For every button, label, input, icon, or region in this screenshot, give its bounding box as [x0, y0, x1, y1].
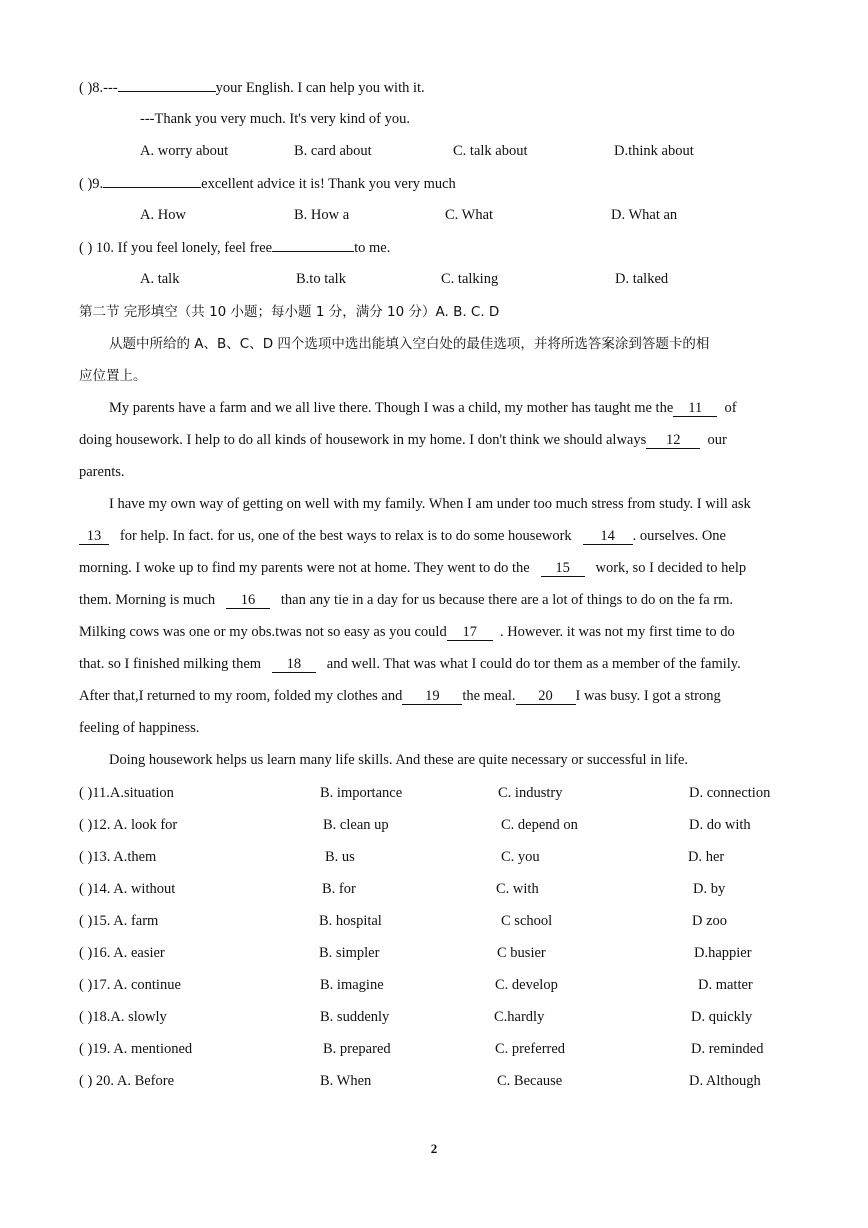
cloze-q20-c: C. Because	[497, 1073, 563, 1089]
cloze-q19: ( )19. A. mentioned	[79, 1041, 193, 1057]
section-instruction-line1: 从题中所给的 A、B、C、D 四个选项中选出能填入空白处的最佳选项，并将所选答案涂到答题卡的相	[109, 336, 710, 352]
q9-option-c: C. What	[445, 207, 494, 223]
passage-text: morning. I woke up to find my parents were not at home. They went to do the	[79, 560, 530, 576]
cloze-q14-b: B. for	[322, 881, 356, 897]
question-9	[79, 173, 456, 194]
passage-text: After that,I returned to my room, folded my clothes and	[79, 688, 403, 704]
cloze-q12: ( )12. A. look for	[79, 817, 178, 833]
cloze-q11-c: C. industry	[498, 785, 563, 801]
cloze-q20-d: D. Although	[689, 1073, 761, 1089]
cloze-q20: ( ) 20. A. Before	[79, 1073, 175, 1089]
cloze-q13-d: D. her	[688, 849, 725, 865]
blank-14: 14	[583, 528, 633, 545]
cloze-q15: ( )15. A. farm	[79, 913, 159, 929]
passage-text: My parents have a farm and we all live there. Though I was a child, my mother has taught me the	[109, 400, 674, 416]
cloze-q16-c: C busier	[497, 945, 546, 961]
passage-line: parents.	[79, 464, 125, 480]
cloze-q19-b: B. prepared	[323, 1041, 391, 1057]
cloze-q11-b: B. importance	[320, 785, 403, 801]
q10-suffix: to me.	[354, 240, 391, 256]
passage-text: than any tie in a day for us because there are a lot of things to do on the fa rm.	[280, 592, 734, 608]
cloze-q18-b: B. suddenly	[320, 1009, 390, 1025]
passage-text: for help. In fact. for us, one of the best ways to relax is to do some housework	[119, 528, 572, 544]
cloze-q19-d: D. reminded	[691, 1041, 764, 1057]
cloze-q12-c: C. depend on	[501, 817, 578, 833]
q8-option-b: B. card about	[294, 143, 372, 159]
cloze-q18: ( )18.A. slowly	[79, 1009, 167, 1025]
blank-20: 20	[516, 688, 576, 705]
cloze-q14-d: D. by	[693, 881, 726, 897]
passage-text: doing housework. I help to do all kinds of housework in my home. I don't think we should always	[79, 432, 647, 448]
cloze-q16: ( )16. A. easier	[79, 945, 165, 961]
q8-option-d: D.think about	[614, 143, 694, 159]
q9-suffix: excellent advice it is! Thank you very much	[201, 176, 456, 192]
q8-reply: ---Thank you very much. It's very kind of you.	[140, 111, 410, 127]
q10-option-b: B.to talk	[296, 271, 346, 287]
blank-11: 11	[673, 400, 717, 417]
passage-line	[79, 622, 735, 642]
cloze-q15-b: B. hospital	[319, 913, 382, 929]
passage-line	[109, 398, 737, 418]
q10-blank	[272, 237, 354, 252]
cloze-q15-d: D zoo	[692, 913, 728, 929]
passage-line: Doing housework helps us learn many life skills. And these are quite necessary or successful in life.	[109, 752, 689, 768]
q10-option-d: D. talked	[615, 271, 669, 287]
passage-text: and well. That was what I could do tor them as a member of the family.	[326, 656, 741, 672]
blank-15: 15	[541, 560, 585, 577]
passage-line: I have my own way of getting on well with my family. When I am under too much stress from study. I will ask	[109, 496, 751, 512]
q10-option-c: C. talking	[441, 271, 499, 287]
passage-line	[79, 526, 726, 546]
cloze-q17: ( )17. A. continue	[79, 977, 181, 993]
cloze-q12-d: D. do with	[689, 817, 751, 833]
q9-option-d: D. What an	[611, 207, 678, 223]
blank-13: 13	[79, 528, 109, 545]
q8-prefix: ( )8.---	[79, 80, 118, 96]
blank-12: 12	[646, 432, 700, 449]
cloze-q17-b: B. imagine	[320, 977, 384, 993]
passage-text: of	[724, 400, 737, 416]
passage-text: them. Morning is much	[79, 592, 216, 608]
question-10	[79, 237, 390, 258]
passage-line	[79, 558, 746, 578]
cloze-q11: ( )11.A.situation	[79, 785, 174, 801]
cloze-q16-d: D.happier	[694, 945, 752, 961]
passage-text: the meal.	[462, 688, 516, 704]
q10-prefix: ( ) 10. If you feel lonely, feel free	[79, 240, 273, 256]
passage-text: . ourselves. One	[632, 528, 726, 544]
cloze-q17-c: C. develop	[495, 977, 558, 993]
page-number: 2	[430, 1141, 438, 1156]
q10-option-a: A. talk	[140, 271, 180, 287]
cloze-q13-b: B. us	[325, 849, 355, 865]
passage-text: work, so I decided to help	[595, 560, 747, 576]
cloze-q14: ( )14. A. without	[79, 881, 176, 897]
q8-option-a: A. worry about	[140, 143, 229, 159]
cloze-q16-b: B. simpler	[319, 945, 380, 961]
cloze-q18-c: C.hardly	[494, 1009, 545, 1025]
passage-line	[79, 686, 721, 706]
q8-suffix: your English. I can help you with it.	[215, 80, 425, 96]
cloze-q20-b: B. When	[320, 1073, 372, 1089]
cloze-q19-c: C. preferred	[495, 1041, 566, 1057]
cloze-q13: ( )13. A.them	[79, 849, 157, 865]
passage-text: that. so I finished milking them	[79, 656, 262, 672]
section-instruction-line2: 应位置上。	[79, 368, 147, 384]
q9-option-a: A. How	[140, 207, 186, 223]
passage-text: our	[707, 432, 727, 448]
passage-line	[79, 654, 741, 674]
cloze-q13-c: C. you	[501, 849, 540, 865]
passage-text: I was busy. I got a strong	[575, 688, 721, 704]
cloze-q14-c: C. with	[496, 881, 539, 897]
passage-line: feeling of happiness.	[79, 720, 200, 736]
cloze-q12-b: B. clean up	[323, 817, 389, 833]
q8-option-c: C. talk about	[453, 143, 528, 159]
question-8	[79, 77, 425, 98]
passage-text: . However. it was not my first time to do	[499, 624, 735, 640]
q9-option-b: B. How a	[294, 207, 350, 223]
passage-line	[79, 430, 727, 450]
passage-line	[79, 590, 733, 610]
q9-prefix: ( )9.	[79, 176, 104, 192]
section-heading: 第二节 完形填空（共 10 小题；每小题 1 分，满分 10 分）A. B. C. D	[79, 304, 500, 320]
passage-text: Milking cows was one or my obs.twas not so easy as you could	[79, 624, 447, 640]
q8-blank	[118, 77, 216, 92]
blank-18: 18	[272, 656, 316, 673]
q9-blank	[103, 173, 201, 188]
cloze-q17-d: D. matter	[698, 977, 753, 993]
blank-19: 19	[402, 688, 462, 705]
blank-17: 17	[447, 624, 493, 641]
cloze-q18-d: D. quickly	[691, 1009, 753, 1025]
cloze-q15-c: C school	[501, 913, 553, 929]
blank-16: 16	[226, 592, 270, 609]
cloze-q11-d: D. connection	[689, 785, 771, 801]
